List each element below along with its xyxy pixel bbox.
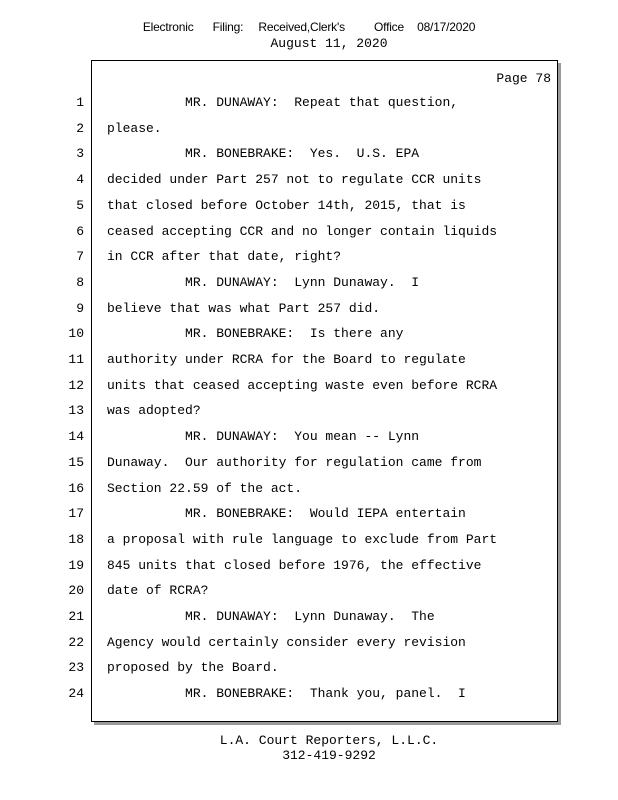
line-number: 7	[76, 249, 84, 264]
line-number: 16	[68, 481, 84, 496]
filing-stamp-date: 08/17/2020	[417, 20, 476, 34]
line-text: decided under Part 257 not to regulate CCR units	[107, 172, 482, 187]
line-text: MR. DUNAWAY: Lynn Dunaway. I	[107, 275, 420, 290]
line-text: MR. BONEBRAKE: Would IEPA entertain	[107, 506, 466, 521]
line-number: 8	[76, 275, 84, 290]
line-number: 3	[76, 146, 84, 161]
line-text: units that ceased accepting waste even before RCRA	[107, 378, 498, 393]
reporter-company: L.A. Court Reporters, L.L.C.	[219, 733, 439, 748]
line-text: MR. BONEBRAKE: Yes. U.S. EPA	[107, 146, 420, 161]
line-text: that closed before October 14th, 2015, that is	[107, 198, 466, 213]
line-number: 18	[68, 532, 84, 547]
filing-stamp-word: Electronic	[142, 20, 194, 34]
line-text: MR. BONEBRAKE: Thank you, panel. I	[107, 686, 466, 701]
filing-stamp-word: Office	[374, 20, 404, 34]
filing-stamp-word: Filing:	[212, 20, 244, 34]
line-text: MR. DUNAWAY: You mean -- Lynn	[107, 429, 420, 444]
line-text: a proposal with rule language to exclude from Part	[107, 532, 498, 547]
line-text: MR. DUNAWAY: Lynn Dunaway. The	[107, 609, 435, 624]
line-text: was adopted?	[107, 403, 201, 418]
line-number: 1	[76, 95, 84, 110]
line-number: 23	[68, 660, 84, 675]
line-number: 22	[68, 635, 84, 650]
line-number: 15	[68, 455, 84, 470]
line-number: 14	[68, 429, 84, 444]
line-number: 19	[68, 558, 84, 573]
line-text: date of RCRA?	[107, 583, 209, 598]
reporter-phone: 312-419-9292	[282, 748, 376, 763]
line-text: Agency would certainly consider every revision	[107, 635, 466, 650]
line-number: 12	[68, 378, 84, 393]
filing-stamp	[0, 20, 618, 34]
line-number: 2	[76, 121, 84, 136]
line-text: proposed by the Board.	[107, 660, 279, 675]
line-number: 9	[76, 301, 84, 316]
line-number: 13	[68, 403, 84, 418]
page-number: Page 78	[496, 71, 551, 86]
line-number: 10	[68, 326, 84, 341]
line-text: authority under RCRA for the Board to regulate	[107, 352, 466, 367]
line-number: 5	[76, 198, 84, 213]
line-text: 845 units that closed before 1976, the effective	[107, 558, 482, 573]
line-number: 6	[76, 224, 84, 239]
line-number: 17	[68, 506, 84, 521]
filing-stamp-word: Received,Clerk's	[258, 20, 345, 34]
line-text: MR. BONEBRAKE: Is there any	[107, 326, 404, 341]
line-number: 21	[68, 609, 84, 624]
line-text: in CCR after that date, right?	[107, 249, 342, 264]
line-text: Dunaway. Our authority for regulation came from	[107, 455, 482, 470]
line-number: 11	[68, 352, 84, 367]
line-text: please.	[107, 121, 162, 136]
transcript-date: August 11, 2020	[270, 36, 388, 51]
line-number: 24	[68, 686, 84, 701]
line-number: 4	[76, 172, 84, 187]
line-text: ceased accepting CCR and no longer contain liquids	[107, 224, 498, 239]
line-text: MR. DUNAWAY: Repeat that question,	[107, 95, 459, 110]
line-text: Section 22.59 of the act.	[107, 481, 303, 496]
line-number: 20	[68, 583, 84, 598]
line-text: believe that was what Part 257 did.	[107, 301, 381, 316]
